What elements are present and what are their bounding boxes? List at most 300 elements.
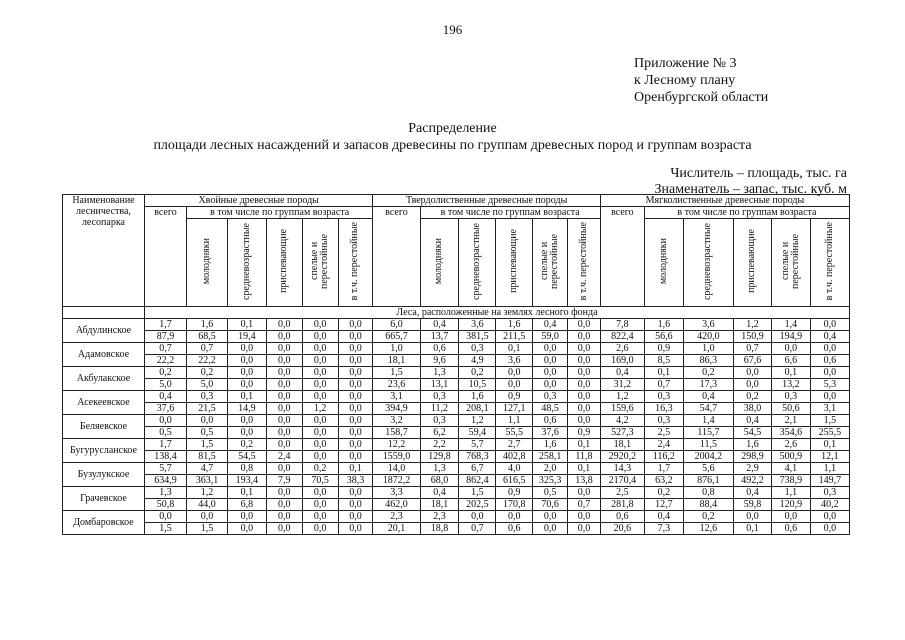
table-row [63, 451, 850, 463]
stock-value: 354,6 [771, 427, 810, 439]
stock-value: 31,2 [600, 379, 644, 391]
stock-value: 13,1 [420, 379, 459, 391]
stock-value: 1,5 [144, 523, 186, 535]
area-value: 2,6 [771, 439, 810, 451]
document-title [0, 120, 905, 154]
area-value: 0,0 [810, 391, 849, 403]
stock-value: 208,1 [459, 403, 496, 415]
area-value: 0,6 [600, 511, 644, 523]
area-value: 2,1 [771, 415, 810, 427]
stock-value: 0,0 [496, 379, 533, 391]
area-value: 3,1 [373, 391, 420, 403]
area-value: 0,3 [810, 487, 849, 499]
header-age: молодняки [420, 219, 459, 307]
area-value: 4,0 [496, 463, 533, 475]
area-value: 0,4 [144, 391, 186, 403]
area-value: 0,3 [644, 391, 683, 403]
area-value: 0,2 [227, 439, 266, 451]
stock-value: 18,1 [373, 355, 420, 367]
area-value: 0,0 [810, 367, 849, 379]
header-group-hardwood: Твердолиственные древесные породы [373, 195, 600, 207]
stock-value: 169,0 [600, 355, 644, 367]
area-value: 1,0 [683, 343, 733, 355]
stock-value: 7,9 [266, 475, 302, 487]
stock-value: 37,6 [144, 403, 186, 415]
area-value: 0,1 [644, 367, 683, 379]
units-denominator: Знаменатель – запас, тыс. куб. м [654, 182, 847, 197]
area-value: 0,1 [227, 319, 266, 331]
title-line: площади лесных насаждений и запасов древесины по группам древесных пород и группам возраста [153, 138, 752, 153]
page-number: 196 [442, 22, 463, 37]
stock-value: 258,1 [533, 451, 568, 463]
area-value: 0,0 [459, 511, 496, 523]
area-value: 0,1 [771, 367, 810, 379]
stock-value: 38,3 [338, 475, 373, 487]
stock-value: 2,5 [644, 427, 683, 439]
area-value: 0,0 [302, 343, 338, 355]
area-value: 0,0 [266, 367, 302, 379]
area-value: 0,0 [338, 487, 373, 499]
area-value: 0,0 [302, 367, 338, 379]
stock-value: 0,0 [302, 499, 338, 511]
area-value: 1,1 [771, 487, 810, 499]
stock-value: 59,4 [459, 427, 496, 439]
stock-value: 13,8 [568, 475, 601, 487]
area-value: 2,0 [533, 463, 568, 475]
stock-value: 193,4 [227, 475, 266, 487]
stock-value: 0,0 [734, 379, 772, 391]
area-value: 0,0 [266, 319, 302, 331]
stock-value: 11,2 [420, 403, 459, 415]
stock-value: 170,8 [496, 499, 533, 511]
area-value: 0,8 [683, 487, 733, 499]
stock-value: 363,1 [186, 475, 227, 487]
stock-value: 70,6 [533, 499, 568, 511]
forestry-name: Бузулукское [63, 463, 145, 487]
section-title: Леса, расположенные на землях лесного фонда [144, 307, 849, 319]
stock-value: 0,0 [568, 379, 601, 391]
area-value: 0,8 [227, 463, 266, 475]
header-age: в т.ч. перестойные [568, 219, 601, 307]
area-value: 0,0 [302, 511, 338, 523]
stock-value: 20,6 [600, 523, 644, 535]
stock-value: 55,5 [496, 427, 533, 439]
header-age: спелые и перестойные [533, 219, 568, 307]
stock-value: 13,7 [420, 331, 459, 343]
table-row [63, 331, 850, 343]
stock-value: 0,5 [186, 427, 227, 439]
stock-value: 738,9 [771, 475, 810, 487]
stock-value: 0,0 [302, 331, 338, 343]
stock-value: 0,4 [810, 331, 849, 343]
stock-value: 54,5 [227, 451, 266, 463]
area-value: 0,1 [338, 463, 373, 475]
stock-value: 0,6 [771, 523, 810, 535]
area-value: 0,0 [338, 343, 373, 355]
stock-value: 37,6 [533, 427, 568, 439]
area-value: 3,3 [373, 487, 420, 499]
area-value: 12,2 [373, 439, 420, 451]
header-age: средневозрастные [459, 219, 496, 307]
stock-value: 22,2 [186, 355, 227, 367]
stock-value: 0,5 [144, 427, 186, 439]
area-value: 0,9 [496, 391, 533, 403]
table-row [63, 511, 850, 523]
stock-value: 86,3 [683, 355, 733, 367]
stock-value: 70,5 [302, 475, 338, 487]
stock-value: 50,8 [144, 499, 186, 511]
area-value: 0,1 [568, 463, 601, 475]
area-value: 0,4 [420, 487, 459, 499]
area-value: 0,0 [227, 343, 266, 355]
area-value: 0,1 [227, 487, 266, 499]
area-value: 0,4 [734, 415, 772, 427]
area-value: 0,0 [771, 343, 810, 355]
stock-value: 6,8 [227, 499, 266, 511]
stock-value: 0,9 [568, 427, 601, 439]
area-value: 0,4 [533, 319, 568, 331]
appendix-line: Оренбургской области [634, 90, 769, 105]
area-value: 0,1 [810, 439, 849, 451]
stock-value: 9,6 [420, 355, 459, 367]
stock-value: 16,3 [644, 403, 683, 415]
stock-value: 325,3 [533, 475, 568, 487]
area-value: 1,5 [459, 487, 496, 499]
stock-value: 63,2 [644, 475, 683, 487]
stock-value: 120,9 [771, 499, 810, 511]
stock-value: 0,0 [533, 523, 568, 535]
area-value: 0,0 [302, 391, 338, 403]
area-value: 1,7 [644, 463, 683, 475]
stock-value: 281,8 [600, 499, 644, 511]
stock-value: 68,0 [420, 475, 459, 487]
stock-value: 0,6 [810, 355, 849, 367]
stock-value: 0,7 [568, 499, 601, 511]
stock-value: 10,5 [459, 379, 496, 391]
stock-value: 0,0 [338, 355, 373, 367]
header-by-age: в том числе по группам возраста [644, 207, 849, 219]
area-value: 0,0 [302, 439, 338, 451]
area-value: 1,3 [420, 367, 459, 379]
area-value: 0,0 [186, 415, 227, 427]
area-value: 0,0 [533, 511, 568, 523]
area-value: 1,3 [144, 487, 186, 499]
stock-value: 159,6 [600, 403, 644, 415]
area-value: 7,8 [600, 319, 644, 331]
area-value: 3,6 [683, 319, 733, 331]
stock-value: 0,0 [302, 427, 338, 439]
area-value: 0,0 [734, 367, 772, 379]
area-value: 1,2 [186, 487, 227, 499]
table-row [63, 415, 850, 427]
area-value: 0,0 [266, 439, 302, 451]
area-value: 0,1 [227, 391, 266, 403]
stock-value: 158,7 [373, 427, 420, 439]
area-value: 1,6 [734, 439, 772, 451]
area-value: 5,7 [459, 439, 496, 451]
area-value: 1,5 [186, 439, 227, 451]
header-age: приспевающие [734, 219, 772, 307]
table-row [63, 463, 850, 475]
stock-value: 5,0 [186, 379, 227, 391]
forestry-name: Акбулакское [63, 367, 145, 391]
area-value: 1,1 [496, 415, 533, 427]
table-row [63, 379, 850, 391]
area-value: 0,0 [734, 511, 772, 523]
stock-value: 11,8 [568, 451, 601, 463]
stock-value: 127,1 [496, 403, 533, 415]
table-row [63, 355, 850, 367]
stock-value: 0,7 [644, 379, 683, 391]
area-value: 0,4 [600, 367, 644, 379]
stock-value: 0,0 [568, 523, 601, 535]
stock-value: 0,0 [338, 427, 373, 439]
stock-value: 768,3 [459, 451, 496, 463]
stock-value: 18,1 [420, 499, 459, 511]
header-age: приспевающие [266, 219, 302, 307]
stock-value: 665,7 [373, 331, 420, 343]
area-value: 0,3 [420, 415, 459, 427]
area-value: 3,6 [459, 319, 496, 331]
area-value: 0,0 [227, 415, 266, 427]
header-total: всего [373, 207, 420, 307]
stock-value: 1,5 [186, 523, 227, 535]
area-value: 1,6 [459, 391, 496, 403]
area-value: 0,0 [338, 367, 373, 379]
stock-value: 0,0 [266, 331, 302, 343]
stock-value: 54,5 [734, 427, 772, 439]
forestry-name: Грачевское [63, 487, 145, 511]
area-value: 0,0 [496, 367, 533, 379]
stock-value: 20,1 [373, 523, 420, 535]
area-value: 1,6 [533, 439, 568, 451]
stock-value: 381,5 [459, 331, 496, 343]
stock-value: 876,1 [683, 475, 733, 487]
stock-value: 6,6 [771, 355, 810, 367]
header-age: в т.ч. перестойные [810, 219, 849, 307]
stock-value: 0,0 [533, 379, 568, 391]
area-value: 0,2 [644, 487, 683, 499]
forestry-name: Адамовское [63, 343, 145, 367]
area-value: 2,6 [600, 343, 644, 355]
area-value: 0,0 [338, 511, 373, 523]
area-value: 0,1 [568, 439, 601, 451]
stock-value: 402,8 [496, 451, 533, 463]
stock-value: 634,9 [144, 475, 186, 487]
header-age: молодняки [186, 219, 227, 307]
area-value: 0,0 [266, 415, 302, 427]
area-value: 4,7 [186, 463, 227, 475]
area-value: 1,0 [373, 343, 420, 355]
stock-value: 129,8 [420, 451, 459, 463]
area-value: 0,0 [338, 415, 373, 427]
stock-value: 492,2 [734, 475, 772, 487]
area-value: 0,0 [302, 415, 338, 427]
area-value: 0,0 [810, 343, 849, 355]
area-value: 0,0 [533, 367, 568, 379]
stock-value: 116,2 [644, 451, 683, 463]
stock-value: 1872,2 [373, 475, 420, 487]
area-value: 2,4 [644, 439, 683, 451]
table-row [63, 439, 850, 451]
stock-value: 4,9 [459, 355, 496, 367]
stock-value: 0,0 [338, 523, 373, 535]
header-age: спелые и перестойные [771, 219, 810, 307]
area-value: 1,6 [496, 319, 533, 331]
header-total: всего [600, 207, 644, 307]
stock-value: 5,0 [144, 379, 186, 391]
stock-value: 14,9 [227, 403, 266, 415]
area-value: 0,9 [644, 343, 683, 355]
stock-value: 19,4 [227, 331, 266, 343]
stock-value: 44,0 [186, 499, 227, 511]
area-value: 0,0 [186, 511, 227, 523]
stock-value: 0,0 [302, 451, 338, 463]
area-value: 0,0 [568, 391, 601, 403]
stock-value: 54,7 [683, 403, 733, 415]
area-value: 14,3 [600, 463, 644, 475]
area-value: 0,4 [644, 511, 683, 523]
header-name: Наименование лесничества, лесопарка [63, 195, 145, 307]
stock-value: 0,0 [266, 379, 302, 391]
area-value: 6,0 [373, 319, 420, 331]
stock-value: 0,0 [266, 499, 302, 511]
table-row [63, 487, 850, 499]
area-value: 5,6 [683, 463, 733, 475]
area-value: 5,7 [144, 463, 186, 475]
stock-value: 7,3 [644, 523, 683, 535]
table-row [63, 523, 850, 535]
area-value: 18,1 [600, 439, 644, 451]
area-value: 2,9 [734, 463, 772, 475]
area-value: 0,7 [144, 343, 186, 355]
area-value: 4,2 [600, 415, 644, 427]
area-value: 0,0 [533, 343, 568, 355]
stock-value: 0,0 [227, 523, 266, 535]
stock-value: 1,2 [302, 403, 338, 415]
area-value: 0,3 [533, 391, 568, 403]
stock-value: 150,9 [734, 331, 772, 343]
header-age: средневозрастные [683, 219, 733, 307]
area-value: 0,1 [496, 343, 533, 355]
stock-value: 1559,0 [373, 451, 420, 463]
stock-value: 298,9 [734, 451, 772, 463]
title-line: Распределение [408, 121, 497, 136]
stock-value: 6,2 [420, 427, 459, 439]
table-row [63, 391, 850, 403]
table-row [63, 475, 850, 487]
stock-value: 18,8 [420, 523, 459, 535]
area-value: 1,4 [683, 415, 733, 427]
stock-value: 13,2 [771, 379, 810, 391]
area-value: 0,0 [568, 319, 601, 331]
stock-value: 527,3 [600, 427, 644, 439]
stock-value: 2,4 [266, 451, 302, 463]
table-row [63, 403, 850, 415]
stock-value: 0,0 [810, 523, 849, 535]
table-row [63, 319, 850, 331]
area-value: 0,0 [338, 439, 373, 451]
stock-value: 0,0 [266, 355, 302, 367]
stock-value: 17,3 [683, 379, 733, 391]
stock-value: 0,1 [734, 523, 772, 535]
stock-value: 88,4 [683, 499, 733, 511]
stock-value: 0,0 [568, 403, 601, 415]
header-age: средневозрастные [227, 219, 266, 307]
area-value: 2,2 [420, 439, 459, 451]
area-value: 0,0 [144, 415, 186, 427]
area-value: 0,0 [568, 343, 601, 355]
stock-value: 5,3 [810, 379, 849, 391]
area-value: 1,2 [734, 319, 772, 331]
stock-value: 56,6 [644, 331, 683, 343]
stock-value: 21,5 [186, 403, 227, 415]
forestry-name: Асекеевское [63, 391, 145, 415]
area-value: 0,0 [266, 511, 302, 523]
area-value: 0,3 [420, 391, 459, 403]
stock-value: 0,0 [266, 403, 302, 415]
forestry-name: Беляевское [63, 415, 145, 439]
stock-value: 12,6 [683, 523, 733, 535]
stock-value: 211,5 [496, 331, 533, 343]
stock-value: 59,8 [734, 499, 772, 511]
area-value: 0,0 [568, 367, 601, 379]
area-value: 11,5 [683, 439, 733, 451]
area-value: 0,7 [734, 343, 772, 355]
stock-value: 67,6 [734, 355, 772, 367]
stock-value: 500,9 [771, 451, 810, 463]
header-age: спелые и перестойные [302, 219, 338, 307]
area-value: 2,5 [600, 487, 644, 499]
units-numerator: Числитель – площадь, тыс. га [670, 166, 847, 181]
header-age: приспевающие [496, 219, 533, 307]
stock-value: 149,7 [810, 475, 849, 487]
stock-value: 87,9 [144, 331, 186, 343]
area-value: 0,6 [420, 343, 459, 355]
area-value: 0,3 [644, 415, 683, 427]
area-value: 2,7 [496, 439, 533, 451]
appendix-block [634, 55, 768, 106]
area-value: 0,4 [683, 391, 733, 403]
stock-value: 0,0 [266, 427, 302, 439]
forestry-name: Домбаровское [63, 511, 145, 535]
stock-value: 2920,2 [600, 451, 644, 463]
stock-value: 0,0 [338, 403, 373, 415]
stock-value: 0,0 [338, 499, 373, 511]
area-value: 0,2 [734, 391, 772, 403]
stock-value: 22,2 [144, 355, 186, 367]
area-value: 0,2 [302, 463, 338, 475]
stock-value: 822,4 [600, 331, 644, 343]
stock-value: 420,0 [683, 331, 733, 343]
area-value: 0,0 [302, 487, 338, 499]
stock-value: 462,0 [373, 499, 420, 511]
header-total: всего [144, 207, 186, 307]
area-value: 2,3 [373, 511, 420, 523]
area-value: 0,0 [338, 391, 373, 403]
area-value: 0,2 [186, 367, 227, 379]
stock-value: 0,0 [338, 331, 373, 343]
stock-value: 3,1 [810, 403, 849, 415]
stock-value: 3,6 [496, 355, 533, 367]
stock-value: 0,0 [227, 427, 266, 439]
area-value: 1,6 [186, 319, 227, 331]
area-value: 4,1 [771, 463, 810, 475]
area-value: 0,3 [459, 343, 496, 355]
stock-value: 59,0 [533, 331, 568, 343]
area-value: 1,7 [144, 439, 186, 451]
area-value: 0,0 [144, 511, 186, 523]
